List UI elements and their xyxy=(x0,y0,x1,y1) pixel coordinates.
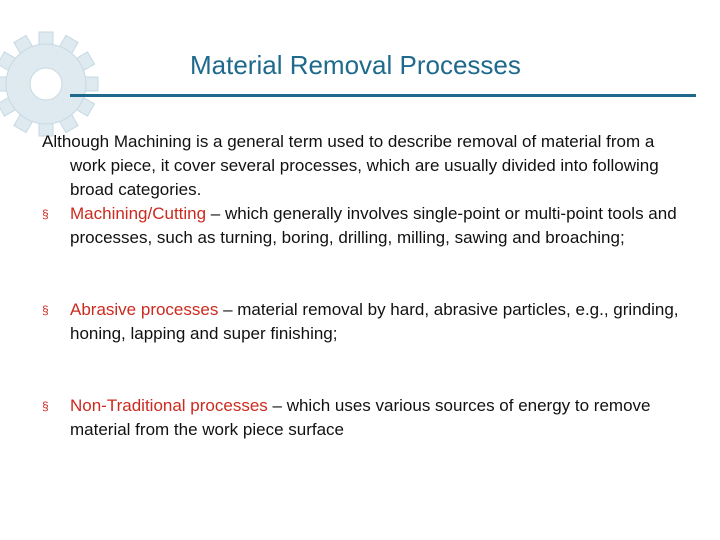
slide-body xyxy=(42,130,682,442)
bullet-text: – which uses various sources of energy to remove material from the work piece surface xyxy=(70,396,651,439)
intro-paragraph: Although Machining is a general term used to describe removal of material from a work piece, it cover several processes, which are usually divided into following broad categories. xyxy=(42,132,659,199)
bullet-marker-icon: § xyxy=(42,399,49,413)
bullet-marker-icon: § xyxy=(42,303,49,317)
bullet-text: – which generally involves single-point or multi-point tools and processes, such as turning, boring, drilling, milling, sawing and broaching; xyxy=(70,204,677,247)
bullet-non-traditional xyxy=(42,394,682,442)
bullet-text: – material removal by hard, abrasive particles, e.g., grinding, honing, lapping and super finishing; xyxy=(70,300,679,343)
bullet-machining xyxy=(42,202,682,250)
slide-title: Material Removal Processes xyxy=(190,50,521,80)
bullet-term: Machining/Cutting xyxy=(70,204,207,223)
gear-icon xyxy=(0,30,100,138)
bullet-abrasive xyxy=(42,298,682,346)
bullet-marker-icon: § xyxy=(42,207,49,221)
bullet-term: Abrasive processes xyxy=(70,300,219,319)
title-underline xyxy=(70,94,696,97)
bullet-term: Non-Traditional processes xyxy=(70,396,268,415)
